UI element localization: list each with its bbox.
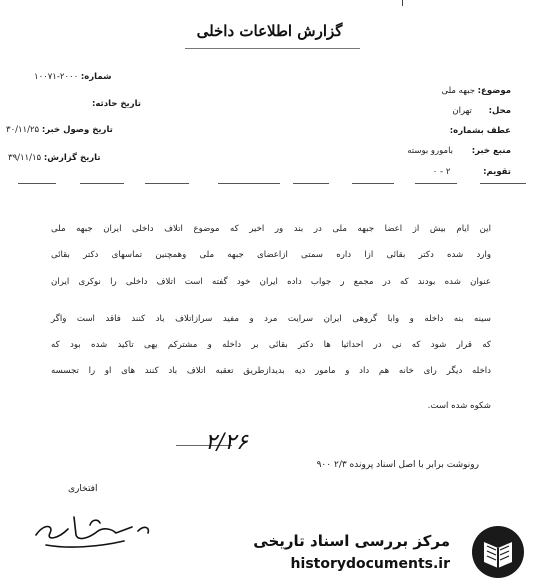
field-report-date-value: ۳۹/۱۱/۱۵ bbox=[8, 153, 42, 163]
header-rule bbox=[415, 183, 457, 184]
field-receipt-date-value: ۳۰/۱۱/۲۵ bbox=[6, 125, 40, 135]
handwritten-signature bbox=[28, 505, 158, 555]
field-location-value: تهران bbox=[452, 106, 472, 116]
field-location-label: محل: bbox=[488, 106, 511, 116]
logo-name-fa: مرکز بررسی اسناد تاریخی bbox=[253, 532, 450, 550]
archive-logo bbox=[240, 522, 532, 582]
field-receipt-date bbox=[6, 125, 113, 135]
book-logo-icon bbox=[470, 524, 526, 580]
header-rule bbox=[293, 183, 329, 184]
field-number-label: شماره: bbox=[80, 72, 112, 82]
body-line: سینه بنه داخله و وابا گروهی ایران سرایت مرد و مفید سرازاتلاف باد کنند فاقد است واگر bbox=[51, 314, 491, 324]
header-rule bbox=[18, 183, 56, 184]
scan-edge-mark bbox=[402, 0, 403, 6]
logo-url: historydocuments.ir bbox=[290, 556, 450, 572]
header-rule bbox=[352, 183, 394, 184]
header-rule bbox=[145, 183, 189, 184]
copy-certification: رونوشت برابر با اصل اسناد پرونده ۲/۳ ۹۰۰ bbox=[316, 460, 479, 470]
field-report-date-label: تاریخ گزارش: bbox=[43, 153, 101, 163]
header-rule bbox=[480, 183, 526, 184]
field-evaluation bbox=[433, 167, 511, 177]
body-line: که قرار شود که نی در احداثیا ها دکتر بقائی بر داخله و مشترکم یهی تاکید شده بود که bbox=[51, 340, 491, 350]
body-line: وارد شده دکتر بقائی ازا داره سمتی ازاعضای جبهه ملی وهمچنین تماسهای دکتر بقائی bbox=[51, 250, 491, 260]
document-title: گزارش اطلاعات داخلی bbox=[196, 22, 343, 40]
field-source-value: بامورو بوسته bbox=[407, 146, 454, 156]
header-rule bbox=[80, 183, 124, 184]
field-incident-date bbox=[92, 99, 141, 109]
field-evaluation-value: ۲ - ۰ bbox=[432, 167, 451, 177]
title-underline bbox=[185, 48, 360, 49]
field-source-label: منبع خبر: bbox=[471, 146, 511, 156]
field-incident-date-label: تاریخ حادثه: bbox=[92, 99, 141, 109]
field-number bbox=[34, 72, 111, 82]
field-report-date bbox=[8, 153, 101, 163]
field-evaluation-label: تقویم: bbox=[483, 167, 511, 177]
body-line: شکوه شده است. bbox=[427, 401, 491, 411]
field-reference bbox=[450, 126, 511, 136]
signature-label: افتخاری bbox=[68, 484, 98, 494]
body-line: این ایام بیش از اعضا جبهه ملی در بند ور اخیر که موضوع اتلاف داخلی ایران جبهه ملی bbox=[51, 224, 491, 234]
field-subject-value: جبهه ملی bbox=[441, 86, 475, 96]
field-number-value: ۲۰۰۰-۱۰۰۷۱ bbox=[34, 72, 79, 82]
field-subject-label: موضوع: bbox=[477, 86, 511, 96]
handwritten-number: ۲/۲۶ bbox=[205, 430, 248, 455]
body-line: داخله دیگر رای خانه هم داد و مامور دیه بدیدازطریق تعقبه اتلاف باد کنند های او را تجسسه bbox=[51, 366, 491, 376]
field-reference-label: عطف بشماره: bbox=[449, 126, 511, 136]
header-rule bbox=[218, 183, 280, 184]
field-subject bbox=[442, 86, 512, 96]
field-source bbox=[407, 146, 511, 156]
field-receipt-date-label: تاریخ وصول خبر: bbox=[41, 125, 113, 135]
body-line: عنوان شده بودند که در مجمع ر جواب داده ایران خود گفته است اتلاف داخلی را نوکری ایران bbox=[51, 277, 491, 287]
field-location bbox=[452, 106, 511, 116]
